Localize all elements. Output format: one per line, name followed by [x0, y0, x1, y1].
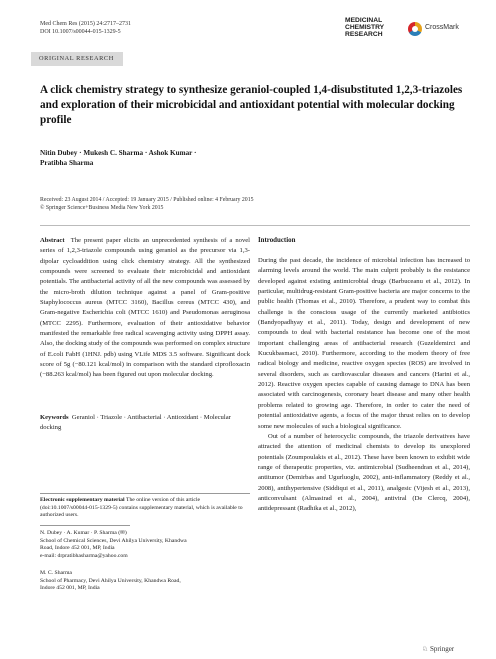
journal-logo-line: MEDICINAL	[345, 17, 383, 24]
affiliation-divider	[40, 525, 130, 526]
supplementary-note	[40, 497, 250, 520]
affiliation-address: Road, Indore 452 001, MP, India	[40, 545, 115, 552]
keywords-label: Keywords	[40, 414, 69, 421]
publisher-label: Springer	[430, 645, 455, 653]
affiliation-address: School of Pharmacy, Devi Ahilya University, Khandwa Road,	[40, 577, 181, 584]
springer-icon: ♘	[422, 645, 429, 653]
introduction-paragraph: During the past decade, the incidence of microbial infection has increased to alarming levels around the world. The main culprit probably is the resistance developed against existing antimicrobial drugs (Barbuceanu et al., 2012). In particular, multidrug-resistant Gram-positive bacteria are major concerns to the public health (Thomas et al., 2010). Therefore, a prudent way to combat this challenge is the conscious usage of the currently marketed antibiotics (Bandyopadhyay et al., 2011). Today, design and development of new compounds to deal with bacterial resistance has become one of the most important challenging areas of antibacterial research (Guzeldemirci and Kucukbasmaci, 2010). Furthermore, according to the modern theory of free radical biology and medicine, reactive oxygen species (ROS) are involved in several disorders, such as cardiovascular diseases and cancers (Harini et al., 2012). Reactive oxygen species capable of causing damage to DNA has been associated with carcinogenesis, coronary heart disease and many other health problems related to growing age. Therefore, in order to cater the need of potential antioxidative agents, a focus of the major thrust relies on to develop some new molecules of such a biological significance.	[258, 257, 470, 430]
affiliation-block	[40, 530, 250, 560]
affiliation-address: Indore 452 001, MP, India	[40, 585, 100, 592]
crossmark-label: CrossMark	[425, 24, 459, 31]
affiliation-authors: N. Dubey · A. Kumar · P. Sharma (✉)	[40, 530, 127, 536]
introduction-section	[258, 236, 470, 515]
esm-text: The online version of this article (doi:10.1007/s00044-015-1329-5) contains supplementary material, which is available to authorized users.	[40, 497, 243, 519]
authors-line: Nitin Dubey · Mukesh C. Sharma · Ashok Kumar ·	[40, 149, 197, 157]
affiliation-authors: M. C. Sharma	[40, 570, 72, 576]
publisher-logo	[422, 645, 454, 653]
journal-logo-line: RESEARCH	[345, 31, 383, 38]
introduction-paragraph: Out of a number of heterocyclic compounds, the triazole derivatives have attracted the attention of medicinal chemists to develop its unexplored potentials (Zoumpoulakis et al., 2012). These have been known to exhibit wide range of therapeutic properties, viz. antimicrobial (Sudheendran et al., 2014), antitumor (Demirbas and Ugurluoglu, 2002), anti-inflammatory (Reddy et al., 2008), antihypertensive (Siddiqui et al., 2011), analgesic (Vijesh et al., 2013), anticonvulsant (Almasirad et al., 2004), antiviral (De Clercq, 2004), antidepressant (Radhika et al., 2012),	[258, 432, 470, 513]
journal-logo-line: CHEMISTRY	[345, 24, 385, 31]
authors-line: Pratibha Sharma	[40, 159, 94, 167]
keywords-text: Geraniol · Triazole · Antibacterial · Antioxidant · Molecular docking	[40, 414, 231, 432]
dates-line: Received: 23 August 2014 / Accepted: 19 January 2015 / Published online: 4 February 2015	[40, 197, 254, 203]
keywords-section	[40, 413, 250, 434]
footnote-divider	[40, 493, 250, 494]
journal-logo	[345, 17, 407, 38]
abstract-section	[40, 236, 250, 381]
crossmark-icon	[408, 22, 422, 36]
doi: DOI 10.1007/s00044-015-1329-5	[40, 29, 121, 35]
publication-dates	[40, 196, 470, 212]
introduction-heading: Introduction	[258, 237, 296, 244]
affiliation-block	[40, 570, 250, 593]
crossmark-badge[interactable]	[408, 20, 468, 38]
affiliation-email[interactable]: e-mail: drpratibhasharma@yahoo.com	[40, 552, 128, 559]
esm-label: Electronic supplementary material	[40, 497, 125, 503]
affiliation-address: School of Chemical Sciences, Devi Ahilya University, Khandwa	[40, 537, 187, 544]
section-badge: ORIGINAL RESEARCH	[31, 52, 123, 66]
copyright-line: © Springer Science+Business Media New York 2015	[40, 205, 164, 211]
author-list	[40, 148, 290, 168]
divider	[40, 225, 470, 226]
abstract-label: Abstract	[40, 237, 65, 244]
citation: Med Chem Res (2015) 24:2717–2731	[40, 21, 131, 27]
abstract-text: The present paper elicits an unprecedented synthesis of a novel series of 1,2,3-triazole compounds using geraniol as the precursor via 1,3-dipolar cycloaddition using click chemistry strategy. All the synthesized compounds were screened to evaluate their microbicidal and antioxidant potentials. The antibacterial activity of all the new compounds was assessed by the micro-broth dilution technique against a panel of Gram-positive Staphylococcus aureus (MTCC 3160), Bacillus cereus (MTCC 430), and Gram-negative Escherichia coli (MTCC 1610) and Pseudomonas aeruginosa (MTCC 2295). Furthermore, evaluation of their antioxidative behavior manifested the remarkable free radical scavenging activity using DPPH assay. Also, the docking study of the compounds was performed on complex structure of E.coli FabH (1HNJ. pdb) using VLife MDS 3.5 software. Significant dock score of 5g (−80.121 kcal/mol) in comparison with the standard ciprofloxacin (−88.263 kcal/mol) has been figured out upon molecular docking.	[40, 237, 250, 379]
article-title: A click chemistry strategy to synthesize geraniol-coupled 1,4-disubstituted 1,2,3-triazoles and exploration of their microbicidal and antioxidant potential with molecular docking profile	[40, 84, 463, 126]
